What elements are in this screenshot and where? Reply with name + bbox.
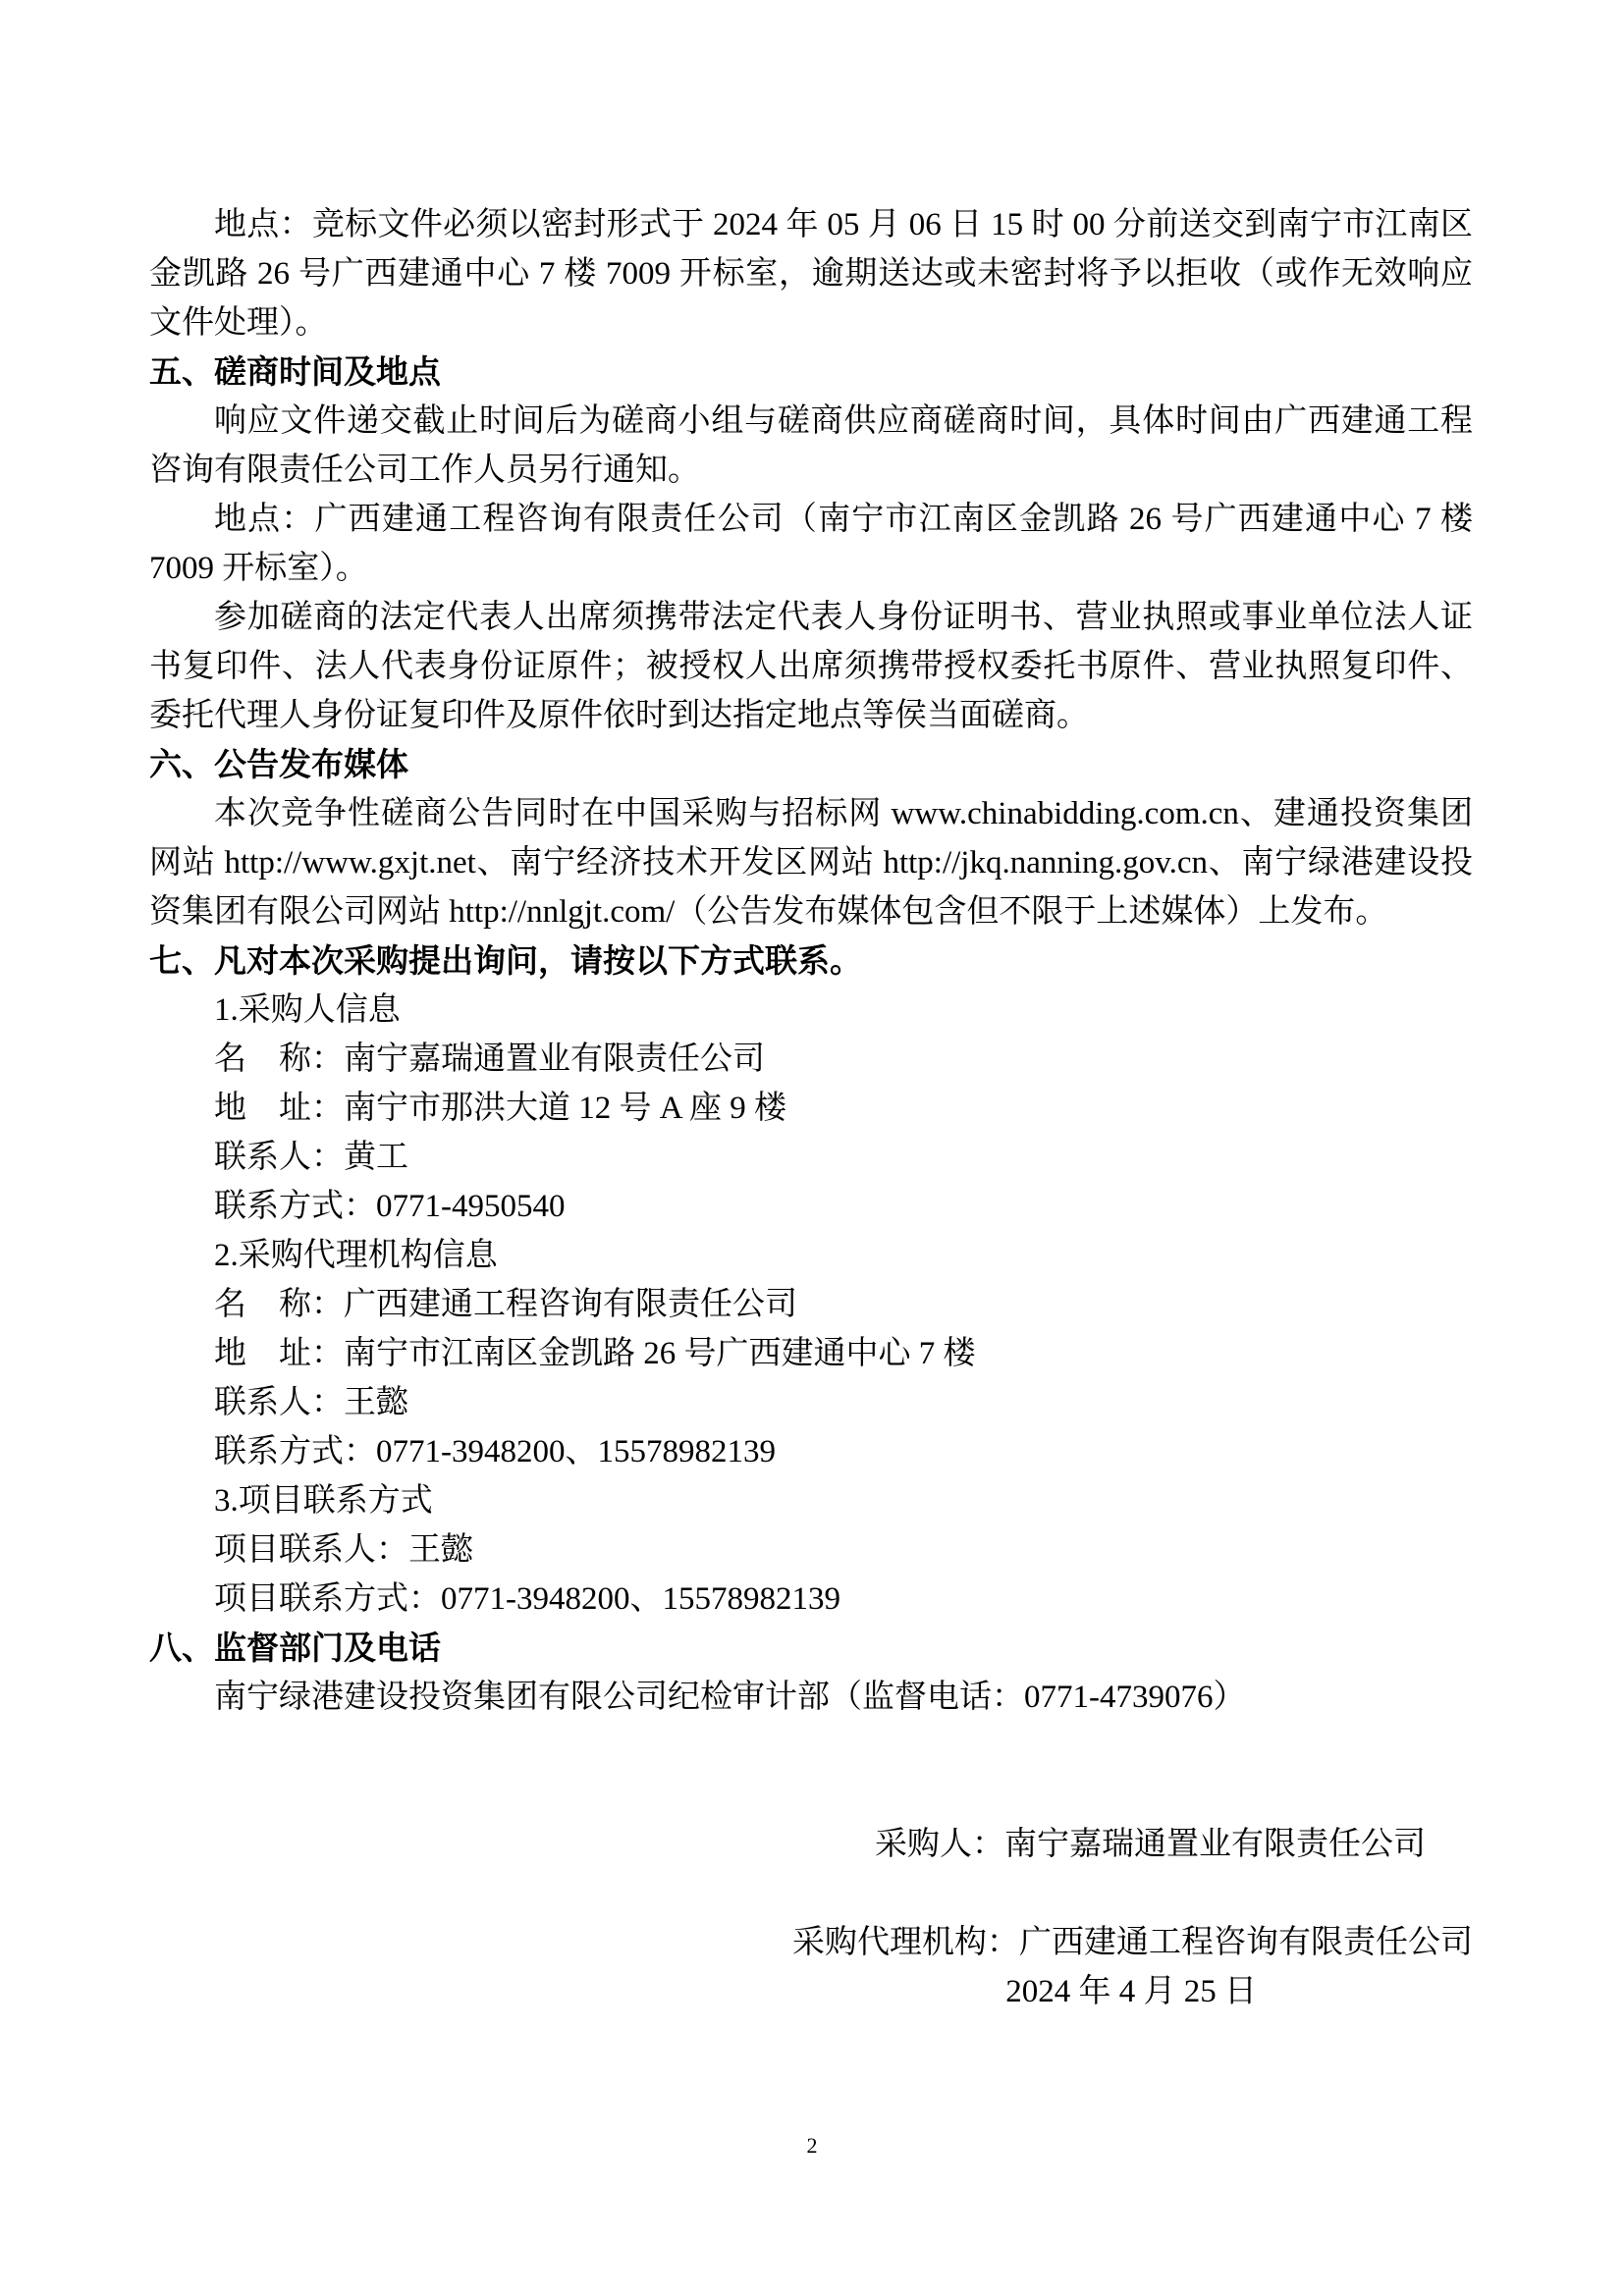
line-purchaser-contact-phone: 联系方式：0771-4950540: [214, 1189, 566, 1224]
para-negotiation-place: 地点：广西建通工程咨询有限责任公司（南宁市江南区金凯路 26 号广西建通中心 7 楼 7009 开标室）。: [149, 502, 1473, 586]
page-number: 2: [806, 2133, 818, 2158]
para-announcement-media: 本次竞争性磋商公告同时在中国采购与招标网 www.chinabidding.com.cn、建通投资集团网站 http://www.gxjt.net、南宁经济技术开发区网站 http://jkq.nanning.gov.cn、南宁绿港建设投资集团有限公司网站 http://nnlgjt.com/（公告发布媒体包含但不限于上述媒体）上发布。: [149, 796, 1473, 930]
para-submission-location: 地点：竞标文件必须以密封形式于 2024 年 05 月 06 日 15 时 00 分前送交到南宁市江南区金凯路 26 号广西建通中心 7 楼 7009 开标室，逾期送达或未密封将予以拒收（或作无效响应文件处理）。: [149, 207, 1473, 341]
line-agency-address: 地 址：南宁市江南区金凯路 26 号广西建通中心 7 楼: [214, 1336, 976, 1371]
line-purchaser-name: 名 称：南宁嘉瑞通置业有限责任公司: [214, 1041, 765, 1077]
line-agency-name: 名 称：广西建通工程咨询有限责任公司: [214, 1287, 797, 1322]
para-supervision-department: 南宁绿港建设投资集团有限公司纪检审计部（监督电话：0771-4739076）: [214, 1680, 1246, 1715]
line-project-contact-person: 项目联系人：王懿: [214, 1532, 473, 1568]
heading-section-5-negotiation-time-place: 五、磋商时间及地点: [149, 353, 441, 390]
line-purchaser-info-title: 1.采购人信息: [214, 992, 401, 1028]
line-purchaser-address: 地 址：南宁市那洪大道 12 号 A 座 9 楼: [214, 1091, 787, 1126]
line-purchaser-contact-person: 联系人：黄工: [214, 1140, 408, 1175]
heading-section-8-supervision: 八、监督部门及电话: [149, 1629, 441, 1666]
para-representative-requirements: 参加磋商的法定代表人出席须携带法定代表人身份证明书、营业执照或事业单位法人证书复印件、法人代表身份证原件；被授权人出席须携带授权委托书原件、营业执照复印件、委托代理人身份证复印件及原件依时到达指定地点等侯当面磋商。: [149, 600, 1473, 733]
heading-section-6-announcement-media: 六、公告发布媒体: [149, 746, 408, 782]
signature-date-line: 2024 年 4 月 25 日: [1005, 1974, 1257, 2009]
line-agency-contact-person: 联系人：王懿: [214, 1385, 408, 1420]
line-agency-contact-phone: 联系方式：0771-3948200、15578982139: [214, 1434, 776, 1469]
document-body: [149, 200, 1473, 2016]
signature-agency-line: 采购代理机构：广西建通工程咨询有限责任公司: [792, 1925, 1473, 1960]
line-project-contact-phone: 项目联系方式：0771-3948200、15578982139: [214, 1581, 840, 1617]
line-project-contact-title: 3.项目联系方式: [214, 1483, 433, 1519]
signature-purchaser-line: 采购人：南宁嘉瑞通置业有限责任公司: [875, 1827, 1426, 1862]
para-negotiation-time: 响应文件递交截止时间后为磋商小组与磋商供应商磋商时间，具体时间由广西建通工程咨询有限责任公司工作人员另行通知。: [149, 403, 1473, 488]
line-agency-info-title: 2.采购代理机构信息: [214, 1238, 498, 1273]
heading-section-7-inquiry-contacts: 七、凡对本次采购提出询问，请按以下方式联系。: [149, 942, 862, 979]
